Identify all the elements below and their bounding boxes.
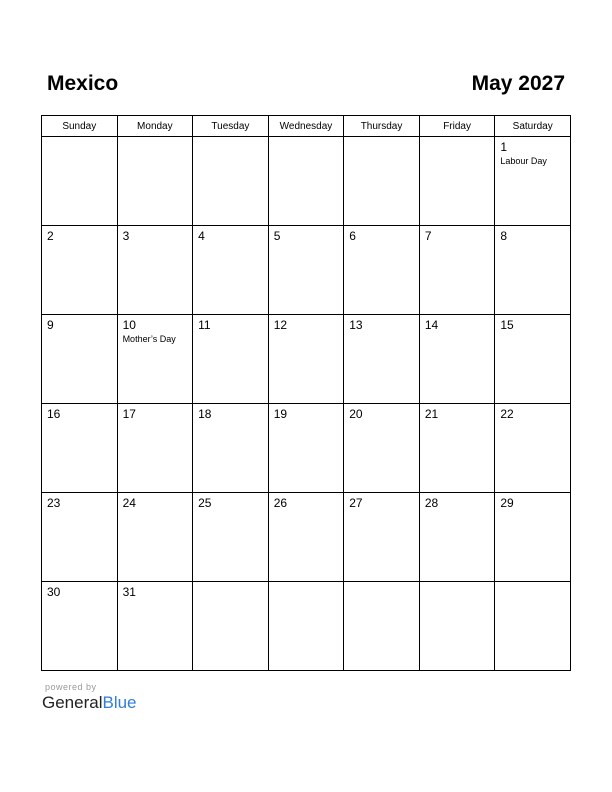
week-row bbox=[42, 226, 571, 315]
day-number: 5 bbox=[273, 229, 281, 243]
day-number bbox=[118, 137, 193, 140]
day-number: 6 bbox=[349, 229, 356, 243]
day-number: 25 bbox=[198, 496, 212, 510]
day-number: 23 bbox=[47, 496, 61, 510]
weekday-header: Tuesday bbox=[193, 116, 269, 137]
day-cell bbox=[344, 582, 420, 671]
day-cell bbox=[419, 315, 495, 404]
day-number: 7 bbox=[424, 229, 432, 243]
day-cell bbox=[495, 315, 571, 404]
day-cell bbox=[495, 404, 571, 493]
weekday-header: Thursday bbox=[344, 116, 420, 137]
day-number: 14 bbox=[424, 318, 439, 332]
day-cell bbox=[495, 493, 571, 582]
day-cell bbox=[193, 404, 269, 493]
day-cell bbox=[117, 315, 193, 404]
day-cell bbox=[42, 582, 118, 671]
month-year-title: May 2027 bbox=[471, 72, 565, 95]
week-row bbox=[42, 137, 571, 226]
day-number: 29 bbox=[500, 496, 514, 510]
brand-general-text: General bbox=[42, 693, 103, 712]
day-cell bbox=[268, 493, 344, 582]
generalblue-logo bbox=[42, 693, 137, 713]
day-cell bbox=[495, 226, 571, 315]
day-cell bbox=[42, 404, 118, 493]
day-cell bbox=[495, 582, 571, 671]
week-row bbox=[42, 404, 571, 493]
day-number: 1 bbox=[500, 140, 508, 154]
day-cell bbox=[117, 404, 193, 493]
day-cell bbox=[42, 493, 118, 582]
day-number: 15 bbox=[500, 318, 514, 332]
day-cell bbox=[344, 493, 420, 582]
weekday-header: Wednesday bbox=[268, 116, 344, 137]
day-cell bbox=[344, 315, 420, 404]
day-number: 28 bbox=[424, 496, 439, 510]
day-number: 8 bbox=[500, 229, 508, 243]
day-cell bbox=[193, 315, 269, 404]
day-cell bbox=[268, 404, 344, 493]
footer-branding bbox=[42, 682, 137, 713]
day-number: 31 bbox=[122, 585, 136, 599]
powered-by-label: powered by bbox=[45, 682, 97, 692]
day-cell bbox=[193, 493, 269, 582]
day-number bbox=[193, 137, 268, 140]
day-number bbox=[344, 137, 419, 140]
week-row bbox=[42, 582, 571, 671]
day-cell bbox=[117, 226, 193, 315]
day-number bbox=[269, 582, 344, 585]
day-cell bbox=[193, 226, 269, 315]
day-number: 12 bbox=[273, 318, 288, 332]
day-number: 13 bbox=[349, 318, 363, 332]
holiday-label: Labour Day bbox=[500, 156, 547, 166]
brand-blue-text: Blue bbox=[102, 693, 137, 712]
day-cell bbox=[344, 404, 420, 493]
day-cell bbox=[42, 226, 118, 315]
calendar-grid bbox=[41, 115, 571, 671]
weekday-header: Monday bbox=[117, 116, 193, 137]
day-number: 20 bbox=[349, 407, 363, 421]
day-number: 18 bbox=[198, 407, 212, 421]
day-cell bbox=[419, 226, 495, 315]
day-number: 22 bbox=[500, 407, 514, 421]
day-cell bbox=[419, 404, 495, 493]
day-number: 3 bbox=[122, 229, 130, 243]
weekday-header: Sunday bbox=[42, 116, 118, 137]
day-number: 19 bbox=[273, 407, 288, 421]
day-cell bbox=[268, 137, 344, 226]
weekday-header: Friday bbox=[419, 116, 495, 137]
day-cell bbox=[117, 137, 193, 226]
day-cell bbox=[193, 137, 269, 226]
day-number bbox=[42, 137, 117, 140]
day-number: 11 bbox=[198, 318, 211, 332]
day-number bbox=[269, 137, 344, 140]
day-number: 10 bbox=[122, 318, 136, 332]
weekday-header-row bbox=[42, 116, 571, 137]
day-cell bbox=[419, 582, 495, 671]
week-row bbox=[42, 493, 571, 582]
day-number: 4 bbox=[198, 229, 205, 243]
day-cell bbox=[193, 582, 269, 671]
day-number bbox=[420, 582, 495, 585]
day-cell bbox=[495, 137, 571, 226]
day-number: 30 bbox=[47, 585, 61, 599]
day-number: 16 bbox=[47, 407, 61, 421]
day-number: 9 bbox=[47, 318, 54, 332]
day-cell bbox=[344, 137, 420, 226]
day-number bbox=[420, 137, 495, 140]
day-cell bbox=[268, 315, 344, 404]
day-number: 27 bbox=[349, 496, 363, 510]
day-cell bbox=[42, 137, 118, 226]
day-number: 2 bbox=[47, 229, 54, 243]
day-number bbox=[193, 582, 268, 585]
day-cell bbox=[344, 226, 420, 315]
day-cell bbox=[419, 137, 495, 226]
day-number bbox=[495, 582, 570, 585]
day-cell bbox=[117, 582, 193, 671]
country-title: Mexico bbox=[47, 72, 119, 95]
day-cell bbox=[268, 582, 344, 671]
holiday-label: Mother’s Day bbox=[122, 334, 176, 344]
weekday-header: Saturday bbox=[495, 116, 571, 137]
week-row bbox=[42, 315, 571, 404]
day-number bbox=[344, 582, 419, 585]
day-cell bbox=[117, 493, 193, 582]
day-cell bbox=[42, 315, 118, 404]
day-number: 17 bbox=[122, 407, 136, 421]
day-cell bbox=[419, 493, 495, 582]
day-number: 21 bbox=[424, 407, 439, 421]
day-number: 26 bbox=[273, 496, 288, 510]
day-cell bbox=[268, 226, 344, 315]
day-number: 24 bbox=[122, 496, 136, 510]
